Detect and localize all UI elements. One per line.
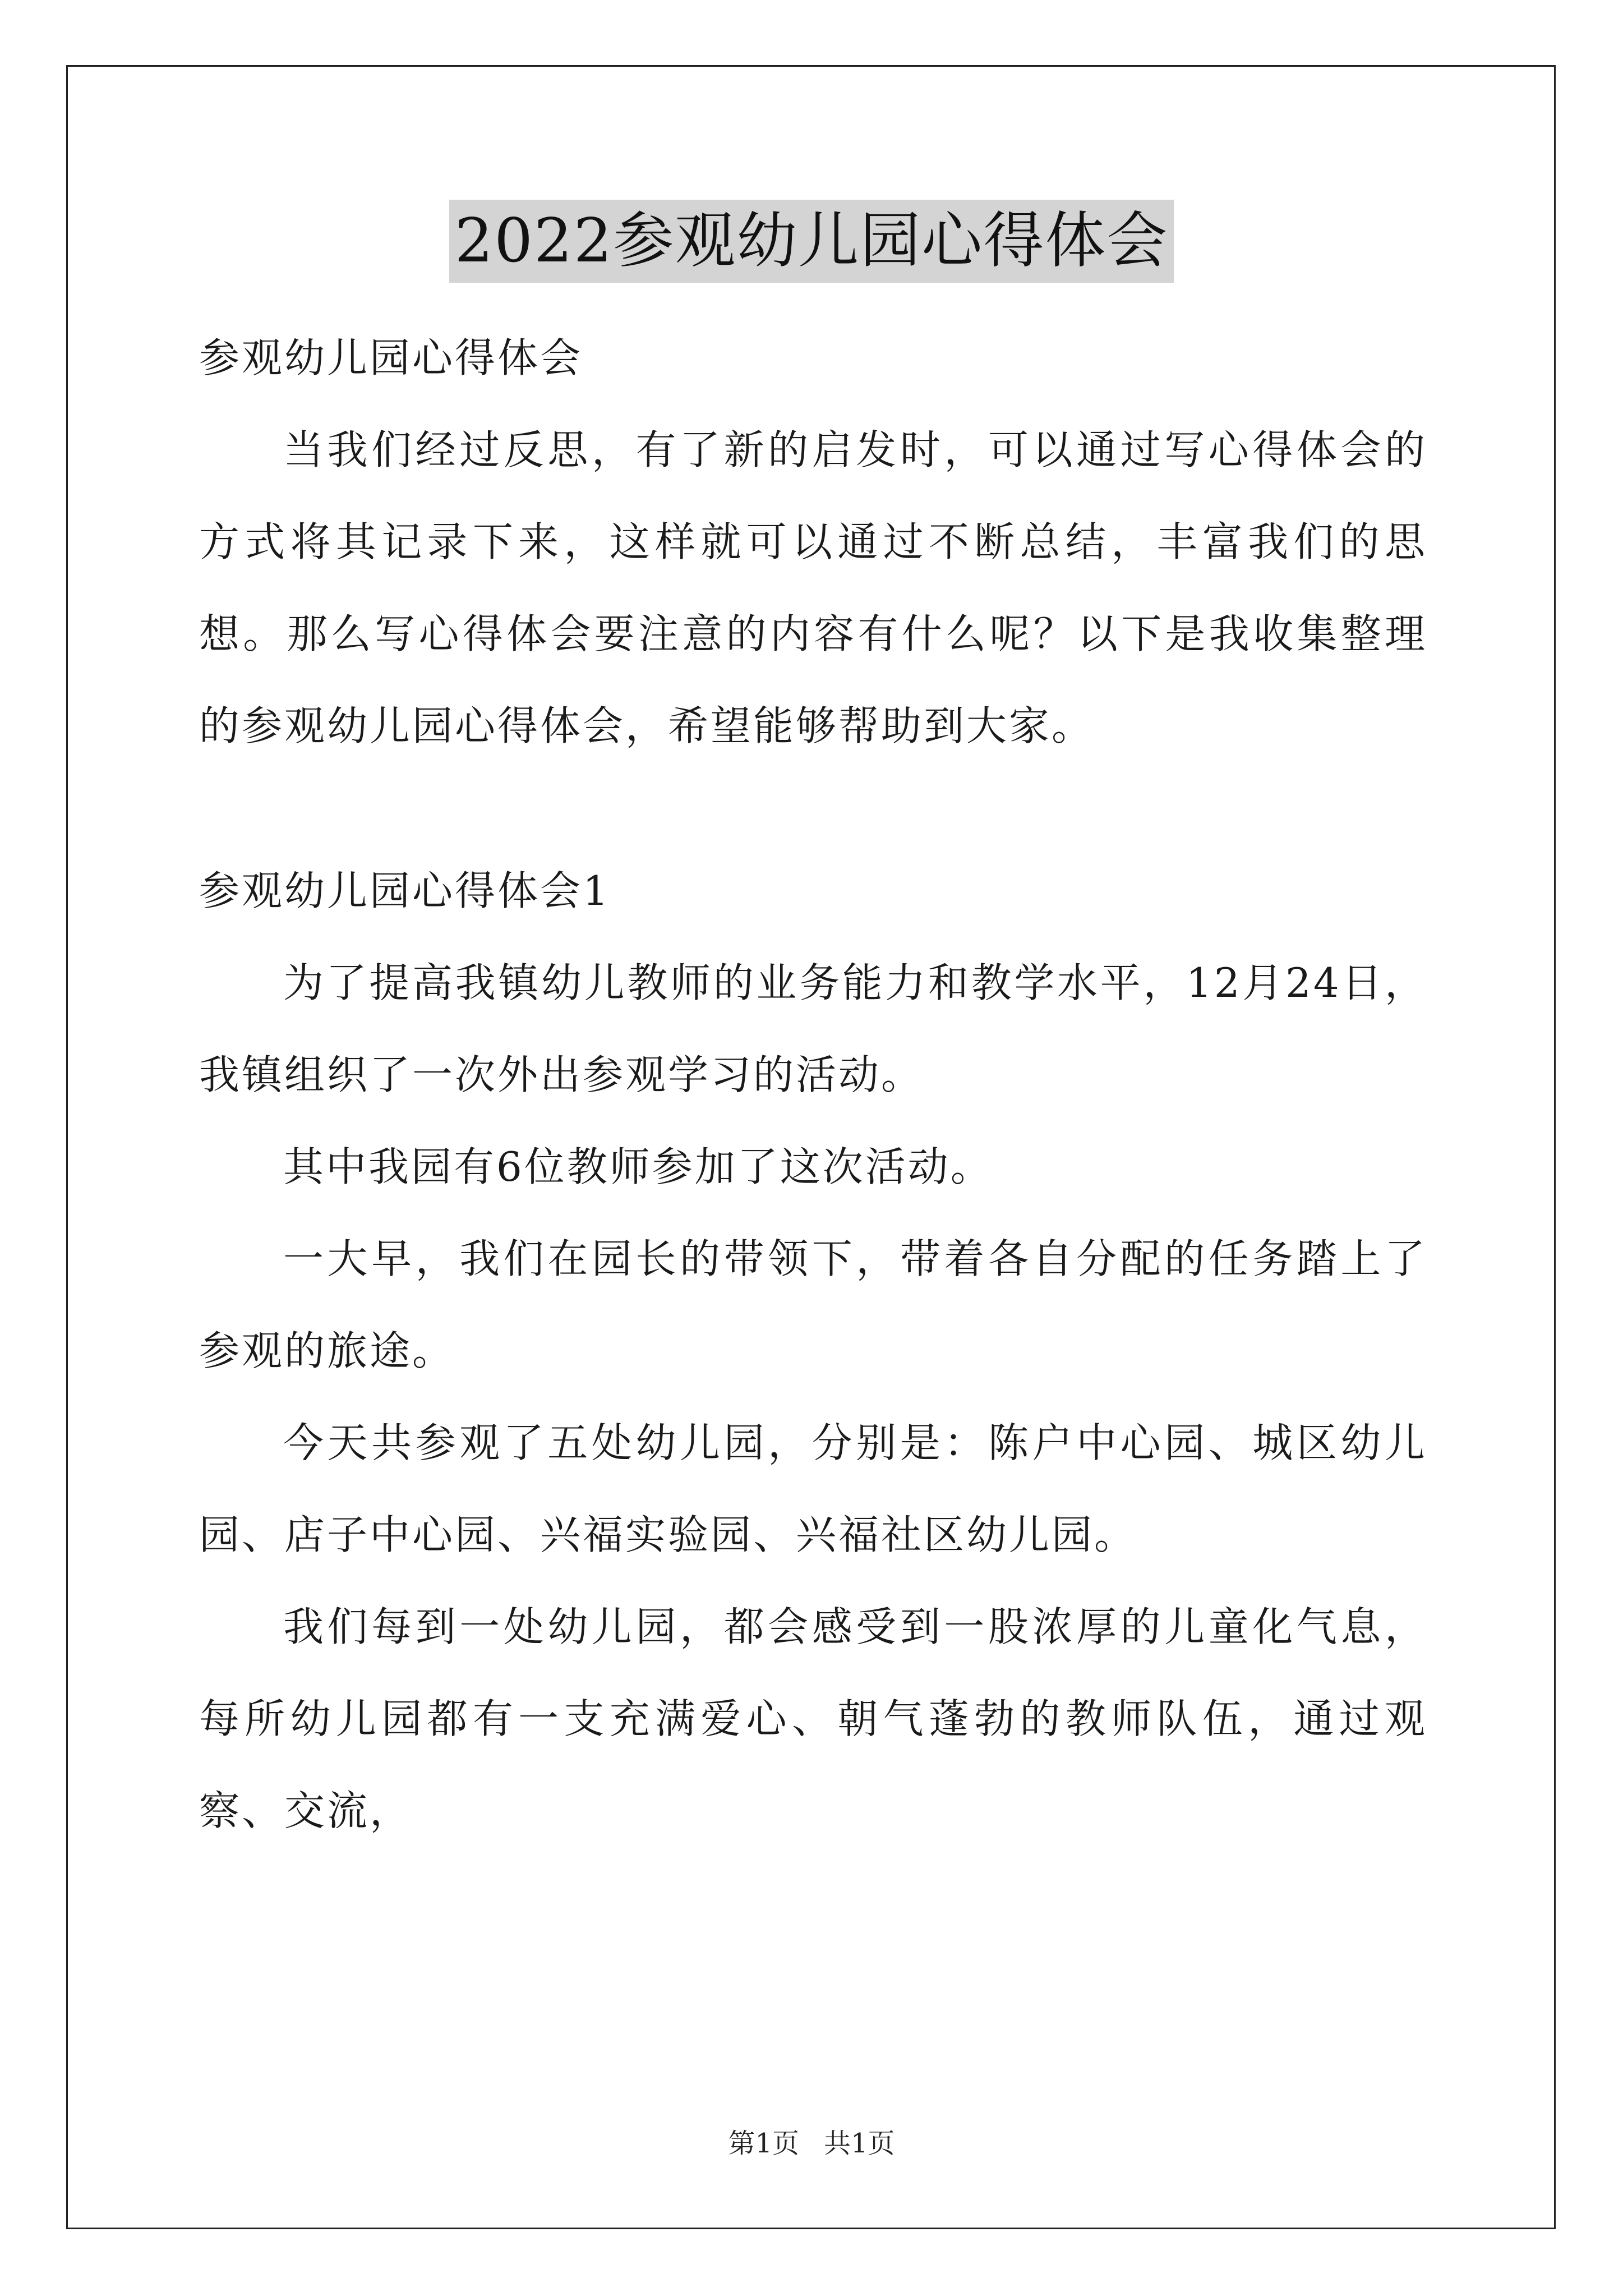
body-paragraph: 我们每到一处幼儿园，都会感受到一股浓厚的儿童化气息，每所幼儿园都有一支充满爱心、朝气蓬勃的教师队伍，通过观察、交流，	[199, 1603, 1427, 1834]
page-footer	[0, 2122, 1623, 2160]
document-title: 2022参观幼儿园心得体会	[449, 200, 1174, 283]
intro-paragraph: 当我们经过反思，有了新的启发时，可以通过写心得体会的方式将其记录下来，这样就可以通过不断总结，丰富我们的思想。那么写心得体会要注意的内容有什么呢？以下是我收集整理的参观幼儿园心得体会，希望能够帮助到大家。	[199, 426, 1427, 749]
body-paragraph: 今天共参观了五处幼儿园，分别是：陈户中心园、城区幼儿园、店子中心园、兴福实验园、兴福社区幼儿园。	[199, 1419, 1427, 1558]
body-paragraph: 为了提高我镇幼儿教师的业务能力和教学水平，12月24日，我镇组织了一次外出参观学习的活动。	[199, 959, 1427, 1098]
page-number-total: 共1页	[824, 2128, 895, 2159]
intro-heading: 参观幼儿园心得体会	[199, 334, 583, 381]
section-heading: 参观幼儿园心得体会1	[199, 867, 611, 914]
body-paragraph: 一大早，我们在园长的带领下，带着各自分配的任务踏上了参观的旅途。	[199, 1235, 1427, 1374]
body-paragraph: 其中我园有6位教师参加了这次活动。	[283, 1143, 993, 1190]
page-number-current: 第1页	[728, 2128, 799, 2159]
title-container	[0, 200, 1623, 283]
document-body	[199, 312, 1427, 1857]
section-spacer	[199, 772, 1427, 845]
